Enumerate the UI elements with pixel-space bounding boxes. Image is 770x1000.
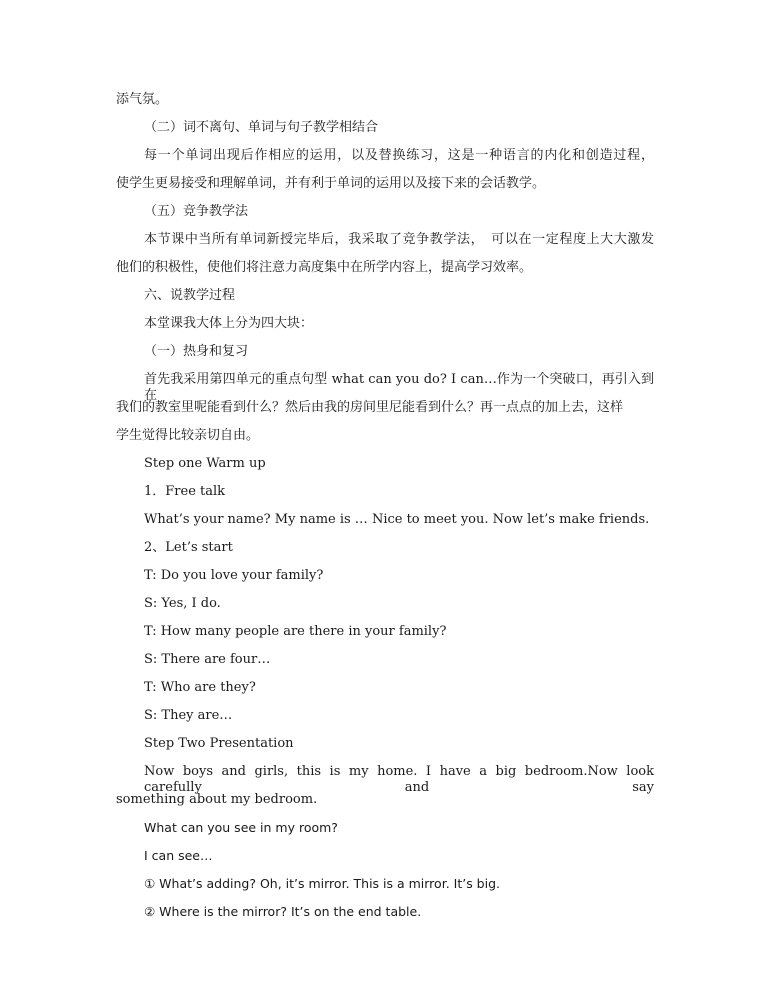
- section-heading: （二）词不离句、单词与句子教学相结合: [144, 120, 379, 135]
- body-text-line: 使学生更易接受和理解单词，并有利于单词的运用以及接下来的会话教学。: [116, 176, 546, 191]
- dialogue-line: S: There are four…: [144, 652, 271, 667]
- dialogue-line: T: Do you love your family?: [144, 568, 324, 583]
- body-text-line: 每一个单词出现后作相应的运用，以及替换练习，这是一种语言的内化和创造过程，: [144, 148, 654, 163]
- step-heading: Step one Warm up: [144, 456, 266, 471]
- paragraph-continuation: 添气氛。: [116, 92, 169, 107]
- list-item: 2、Let’s start: [144, 540, 233, 555]
- body-text-line: Now boys and girls, this is my home. I have a big bedroom.Now look carefully and say: [144, 764, 654, 795]
- dialogue-line: S: Yes, I do.: [144, 596, 221, 611]
- dialogue-line: S: They are…: [144, 708, 233, 723]
- body-text-line: 本堂课我大体上分为四大块：: [144, 316, 314, 331]
- body-text-line: 学生觉得比较亲切自由。: [116, 428, 260, 443]
- body-text-line: 我们的教室里呢能看到什么？然后由我的房间里尼能看到什么？再一点点的加上去，这样: [116, 400, 624, 415]
- list-item: 1．Free talk: [144, 484, 226, 499]
- dialogue-line: What’s your name? My name is … Nice to meet you. Now let’s make friends.: [144, 512, 650, 527]
- dialogue-line: What can you see in my room?: [144, 820, 338, 835]
- body-text-line: 他们的积极性，使他们将注意力高度集中在所学内容上，提高学习效率。: [116, 260, 533, 275]
- dialogue-line: T: Who are they?: [144, 680, 256, 695]
- dialogue-line: T: How many people are there in your family?: [144, 624, 447, 639]
- section-heading: （一）热身和复习: [144, 344, 249, 359]
- body-text-line: something about my bedroom.: [116, 792, 318, 807]
- dialogue-line: I can see…: [144, 848, 213, 863]
- body-text-line: 本节课中当所有单词新授完毕后，我采取了竞争教学法， 可以在一定程度上大大激发: [144, 232, 654, 247]
- numbered-item: ② Where is the mirror? It’s on the end table.: [144, 904, 422, 919]
- numbered-item: ① What’s adding? Oh, it’s mirror. This is a mirror. It’s big.: [144, 876, 500, 891]
- body-text-line: 首先我采用第四单元的重点句型 what can you do? I can…作为一个突破口，再引入到在: [144, 372, 654, 403]
- section-heading: 六、说教学过程: [144, 288, 236, 303]
- step-heading: Step Two Presentation: [144, 736, 294, 751]
- section-heading: （五）竞争教学法: [144, 204, 249, 219]
